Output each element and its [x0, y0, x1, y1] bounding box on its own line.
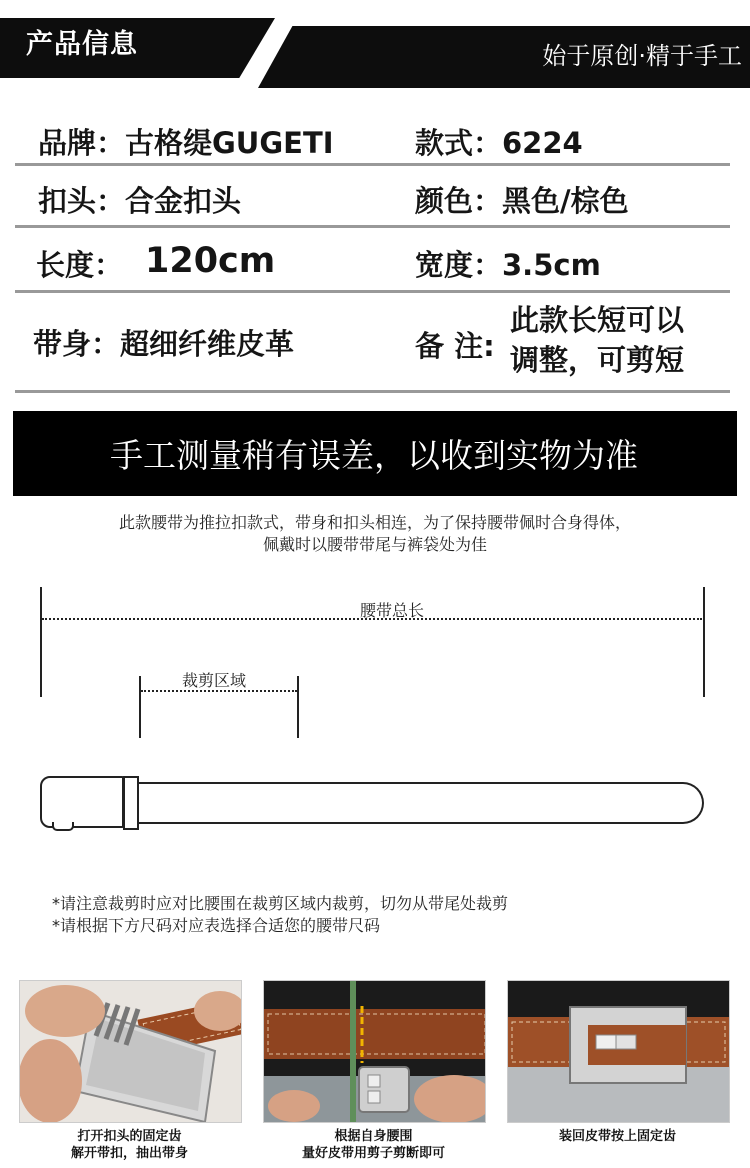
cut-area-label: 裁剪区域	[182, 671, 247, 690]
step-caption-line: 量好皮带用剪子剪断即可	[301, 1146, 445, 1161]
note-label: 备 注:	[415, 329, 495, 363]
notice-banner-text: 手工测量稍有误差，以收到实物为准	[110, 436, 638, 475]
width-field: 宽度：3.5cm	[415, 248, 601, 282]
section-title: 产品信息	[26, 29, 138, 60]
total-length-left-marker	[40, 587, 42, 697]
style-field: 款式：6224	[415, 126, 583, 160]
divider	[15, 390, 730, 393]
step-caption-line: 根据自身腰围	[334, 1129, 413, 1144]
belt-buckle-outline	[40, 776, 124, 828]
slogan: 始于原创·精于手工	[542, 42, 742, 70]
step-caption-line: 装回皮带按上固定齿	[558, 1129, 676, 1144]
color-field: 颜色：黑色/棕色	[415, 184, 629, 218]
brand-field: 品牌：古格缇GUGETI	[38, 126, 334, 160]
note-line: 调整，可剪短	[510, 343, 685, 377]
step-caption	[263, 1128, 484, 1162]
note-text: *请根据下方尺码对应表选择合适您的腰带尺码	[52, 916, 381, 935]
divider	[15, 290, 730, 293]
intro-line: 此款腰带为推拉扣款式，带身和扣头相连，为了保持腰带佩时合身得体，	[118, 513, 631, 532]
note-line: 此款长短可以	[510, 303, 685, 337]
length-label: 长度：	[36, 248, 124, 282]
length-value: 120cm	[145, 241, 276, 281]
total-length-label: 腰带总长	[360, 601, 425, 620]
belt-strap-outline	[120, 782, 704, 824]
step-caption-line: 解开带扣，抽出带身	[70, 1146, 188, 1161]
step-photo-open-buckle	[19, 980, 242, 1123]
step-photo-close-buckle	[507, 980, 730, 1123]
step-caption	[507, 1128, 728, 1145]
cut-area-right-marker	[297, 676, 299, 738]
note-text: *请注意裁剪时应对比腰围在裁剪区域内裁剪，切勿从带尾处裁剪	[52, 894, 509, 913]
cut-area-left-marker	[139, 676, 141, 738]
divider	[15, 163, 730, 166]
step-caption-line: 打开扣头的固定齿	[77, 1129, 182, 1144]
note-value	[510, 300, 684, 380]
step-photo-cut-belt	[263, 980, 486, 1123]
strap-field: 带身：超细纤维皮革	[33, 327, 295, 361]
belt-keeper-outline	[123, 776, 139, 830]
total-length-right-marker	[703, 587, 705, 697]
intro-line: 佩戴时以腰带带尾与裤袋处为佳	[262, 535, 487, 554]
buckle-tab-outline	[52, 822, 74, 831]
step-caption	[19, 1128, 240, 1162]
divider	[15, 225, 730, 228]
buckle-field: 扣头：合金扣头	[38, 184, 242, 218]
